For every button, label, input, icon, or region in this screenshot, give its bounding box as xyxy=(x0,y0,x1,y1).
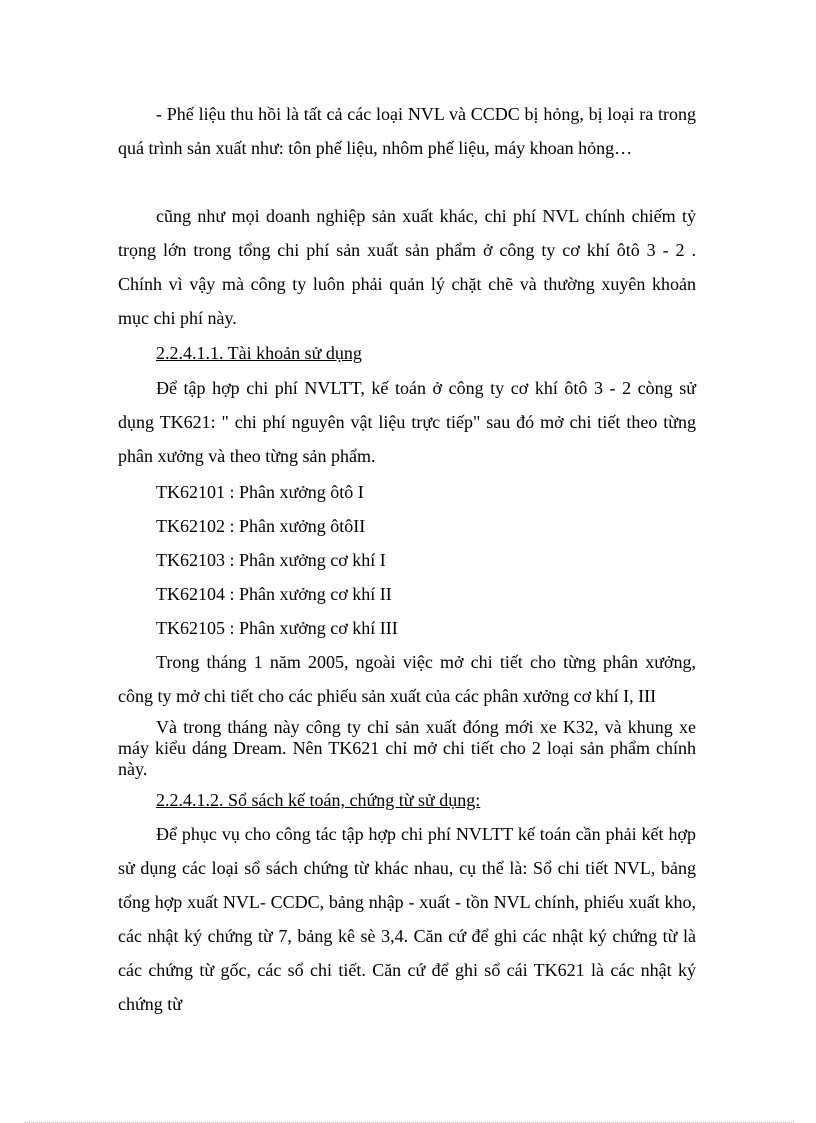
section-heading-books-documents: 2.2.4.1.2. Sổ sách kế toán, chứng từ sử dụng: xyxy=(156,790,481,810)
account-line: TK62104 : Phân xưởng cơ khí II xyxy=(156,584,392,604)
account-line: TK62103 : Phân xưởng cơ khí I xyxy=(156,550,386,570)
account-line: TK62102 : Phân xưởng ôtôII xyxy=(156,516,366,536)
paragraph-products-this-month: Và trong tháng này công ty chỉ sản xuất đóng mới xe K32, và khung xe máy kiểu dáng Dream. Nên TK621 chỉ mở chi tiết cho 2 loại sản phẩm chính này. xyxy=(118,717,696,779)
paragraph-tk621-usage: Để tập hợp chi phí NVLTT, kế toán ở công ty cơ khí ôtô 3 - 2 còng sử dụng TK621: " chi phí nguyên vật liệu trực tiếp" sau đó mở chi tiết theo từng phân xưởng và theo từng sản phẩm. xyxy=(118,378,696,466)
account-line: TK62105 : Phân xưởng cơ khí III xyxy=(156,618,398,638)
paragraph-january-2005: Trong tháng 1 năm 2005, ngoài việc mở chi tiết cho từng phân xưởng, công ty mở chi tiết cho các phiếu sản xuất của các phân xưởng cơ khí I, III xyxy=(118,652,696,706)
section-heading-accounts: 2.2.4.1.1. Tài khoản sử dụng xyxy=(156,343,362,363)
paragraph-books-used: Để phục vụ cho công tác tập hợp chi phí NVLTT kế toán cần phải kết hợp sử dụng các loại sổ sách chứng từ khác nhau, cụ thể là: Sổ chi tiết NVL, bảng tổng hợp xuất NVL- CCDC, bảng nhập - xuất - tồn NVL chính, phiếu xuất kho, các nhật ký chứng từ 7, bảng kê sè 3,4. Căn cứ để ghi các nhật ký chứng từ là các chứng từ gốc, các sổ chi tiết. Căn cứ để ghi sổ cái TK621 là các nhật ký chứng từ xyxy=(118,824,696,1014)
paragraph-scrap-recovery: - Phế liệu thu hồi là tất cả các loại NVL và CCDC bị hỏng, bị loại ra trong quá trình sản xuất như: tôn phế liệu, nhôm phế liệu, máy khoan hỏng… xyxy=(118,104,696,158)
paragraph-material-cost-share: cũng như mọi doanh nghiệp sản xuất khác, chi phí NVL chính chiếm tỷ trọng lớn trong tổng chi phí sản xuất sản phẩm ở công ty cơ khí ôtô 3 - 2 . Chính vì vậy mà công ty luôn phải quản lý chặt chẽ và thường xuyên khoản mục chi phí này. xyxy=(118,206,696,328)
account-line: TK62101 : Phân xưởng ôtô I xyxy=(156,482,364,502)
